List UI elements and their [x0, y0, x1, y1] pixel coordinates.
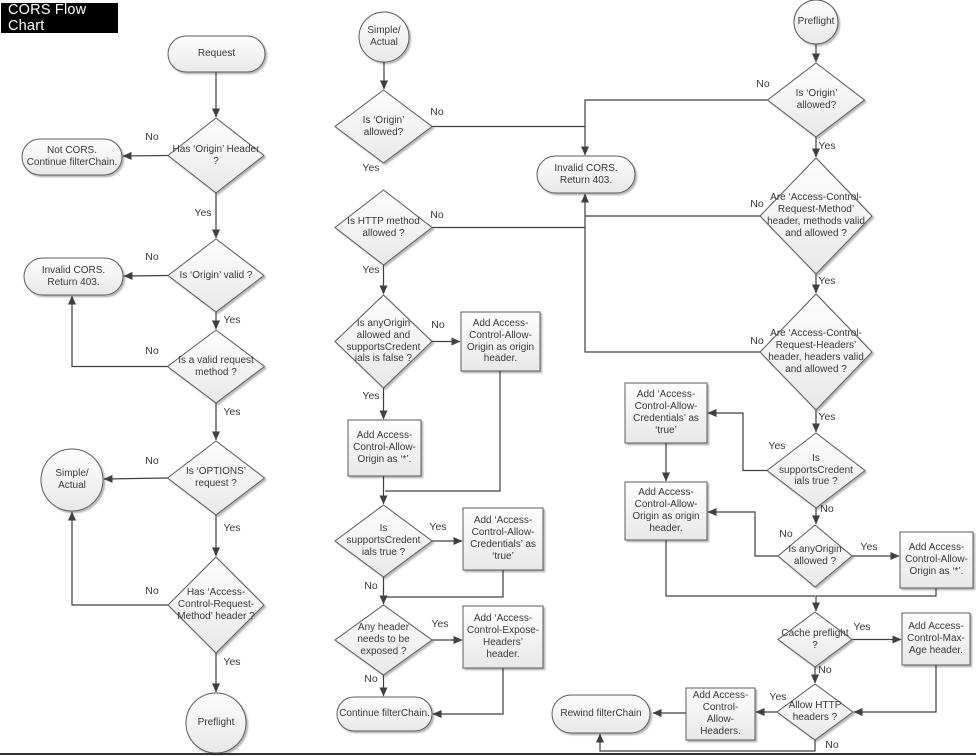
edge-label-yes: Yes	[818, 140, 836, 152]
edge-label-yes: Yes	[223, 522, 241, 534]
chart-title: CORS Flow Chart	[1, 3, 118, 33]
decision-is-origin-valid: Is ‘Origin’ valid ?	[179, 269, 253, 281]
decision-acrh-valid: Are ‘Access-Control-Request-Headers’ header, headers valid and allowed ?	[768, 328, 864, 375]
decision-has-acrm-header: Has ‘Access-Control-Request-Method’ header ?	[177, 587, 255, 622]
process-add-acao-star-right: Add Access-Control-Allow-Origin as ‘*’.	[905, 542, 968, 577]
edge-label-no: No	[364, 580, 378, 592]
process-add-acao-star-mid: Add Access-Control-Allow-Origin as ‘*’.	[353, 430, 416, 465]
edge-label-yes: Yes	[362, 162, 380, 174]
connector-preflight-left: Preflight	[197, 717, 235, 729]
connector-simple-actual-left: Simple/ Actual	[55, 468, 89, 491]
edge-label-no: No	[145, 585, 159, 597]
terminator-invalid-cors-left: Invalid CORS. Return 403.	[41, 264, 106, 288]
page-bottom-edge	[0, 753, 976, 755]
edge-label-no: No	[818, 664, 832, 676]
edge-label-yes: Yes	[429, 521, 447, 533]
terminator-rewind-filterchain: Rewind filterChain	[560, 708, 642, 720]
edge-label-yes: Yes	[853, 621, 871, 633]
edge-label-no: No	[756, 78, 770, 90]
edge-label-yes: Yes	[194, 207, 212, 219]
edge-label-yes: Yes	[223, 656, 241, 668]
edge-label-yes: Yes	[818, 275, 836, 287]
edge-label-no: No	[430, 106, 444, 118]
process-add-acao-origin-mid: Add Access-Control-Allow-Origin as origin header.	[466, 317, 535, 365]
decision-supports-credentials-right: Is supportsCredent ials true ?	[779, 452, 853, 488]
edge-label-yes: Yes	[768, 440, 786, 452]
decision-cache-preflight: Cache preflight ?	[781, 627, 849, 651]
decision-is-options-request: Is ‘OPTIONS’ request ?	[185, 466, 246, 489]
shapes	[22, 0, 973, 753]
edge-label-yes: Yes	[769, 691, 787, 703]
decision-is-origin-allowed-right: Is ‘Origin’ allowed?	[795, 88, 838, 111]
edge-label-no: No	[364, 673, 378, 685]
edge-label-no: No	[145, 251, 159, 263]
edge-label-yes: Yes	[223, 314, 241, 326]
edge-label-yes: Yes	[818, 411, 836, 423]
edge-label-no: No	[430, 209, 444, 221]
edge-label-no: No	[145, 345, 159, 357]
decision-valid-request-method: Is a valid request method ?	[178, 354, 254, 378]
connector-simple-actual-mid: Simple/ Actual	[367, 25, 401, 48]
connector-preflight-right: Preflight	[797, 16, 835, 28]
decision-is-anyorigin-allowed: Is anyOrigin allowed ?	[788, 544, 842, 567]
edge-label-no: No	[750, 335, 764, 347]
terminator-continue-filterchain: Continue filterChain.	[339, 708, 430, 720]
edge-label-yes: Yes	[431, 618, 449, 630]
decision-is-http-method-allowed: Is HTTP method allowed ?	[347, 215, 420, 239]
decision-acrm-valid: Are ‘Access-Control-Request-Method’ header, methods valid and allowed ?	[767, 192, 865, 239]
edge-label-no: No	[820, 503, 834, 515]
edge-label-no: No	[145, 455, 159, 467]
process-add-max-age: Add Access-Control-Max-Age header.	[907, 621, 965, 656]
terminator-not-cors: Not CORS. Continue filterChain.	[26, 145, 118, 168]
terminator-invalid-cors-mid: Invalid CORS. Return 403.	[554, 162, 618, 186]
decision-has-origin-header: Has ‘Origin’ Header ?	[172, 143, 260, 167]
edge-label-no: No	[145, 131, 159, 143]
process-add-acao-origin-right: Add Access-Control-Allow-Origin as origin header.	[632, 487, 700, 534]
edge-label-yes: Yes	[223, 406, 241, 418]
decision-is-origin-allowed-mid: Is ‘Origin’ allowed?	[362, 114, 405, 138]
decision-supports-credentials-mid: Is supportsCredent ials true ?	[346, 523, 421, 558]
process-add-allow-headers: Add Access-Control-Allow-Headers.	[692, 690, 749, 737]
edge-label-yes: Yes	[362, 390, 380, 402]
edge-label-yes: Yes	[860, 541, 878, 553]
decision-anyorigin-supports-false: Is anyOrigin allowed and supportsCredent ials is false ?	[346, 317, 421, 365]
edge-label-no: No	[779, 528, 793, 540]
edge-label-no: No	[750, 198, 764, 210]
decision-any-header-exposed: Any header needs to be exposed ?	[357, 622, 410, 657]
edge-label-no: No	[431, 319, 445, 331]
terminator-request: Request	[197, 48, 236, 60]
decision-allow-http-headers: Allow HTTP headers ?	[788, 700, 842, 723]
edge-label-no: No	[825, 739, 839, 751]
process-add-credentials-true-mid: Add ‘Access-Control-Allow-Credentials’ as ‘true’	[470, 515, 536, 562]
process-add-expose-headers: Add ‘Access-Control-Expose-Headers’ header.	[466, 613, 540, 660]
process-add-credentials-true-right: Add ‘Access-Control-Allow-Credentials’ as ‘true’	[633, 389, 699, 436]
edge-label-yes: Yes	[362, 264, 380, 276]
